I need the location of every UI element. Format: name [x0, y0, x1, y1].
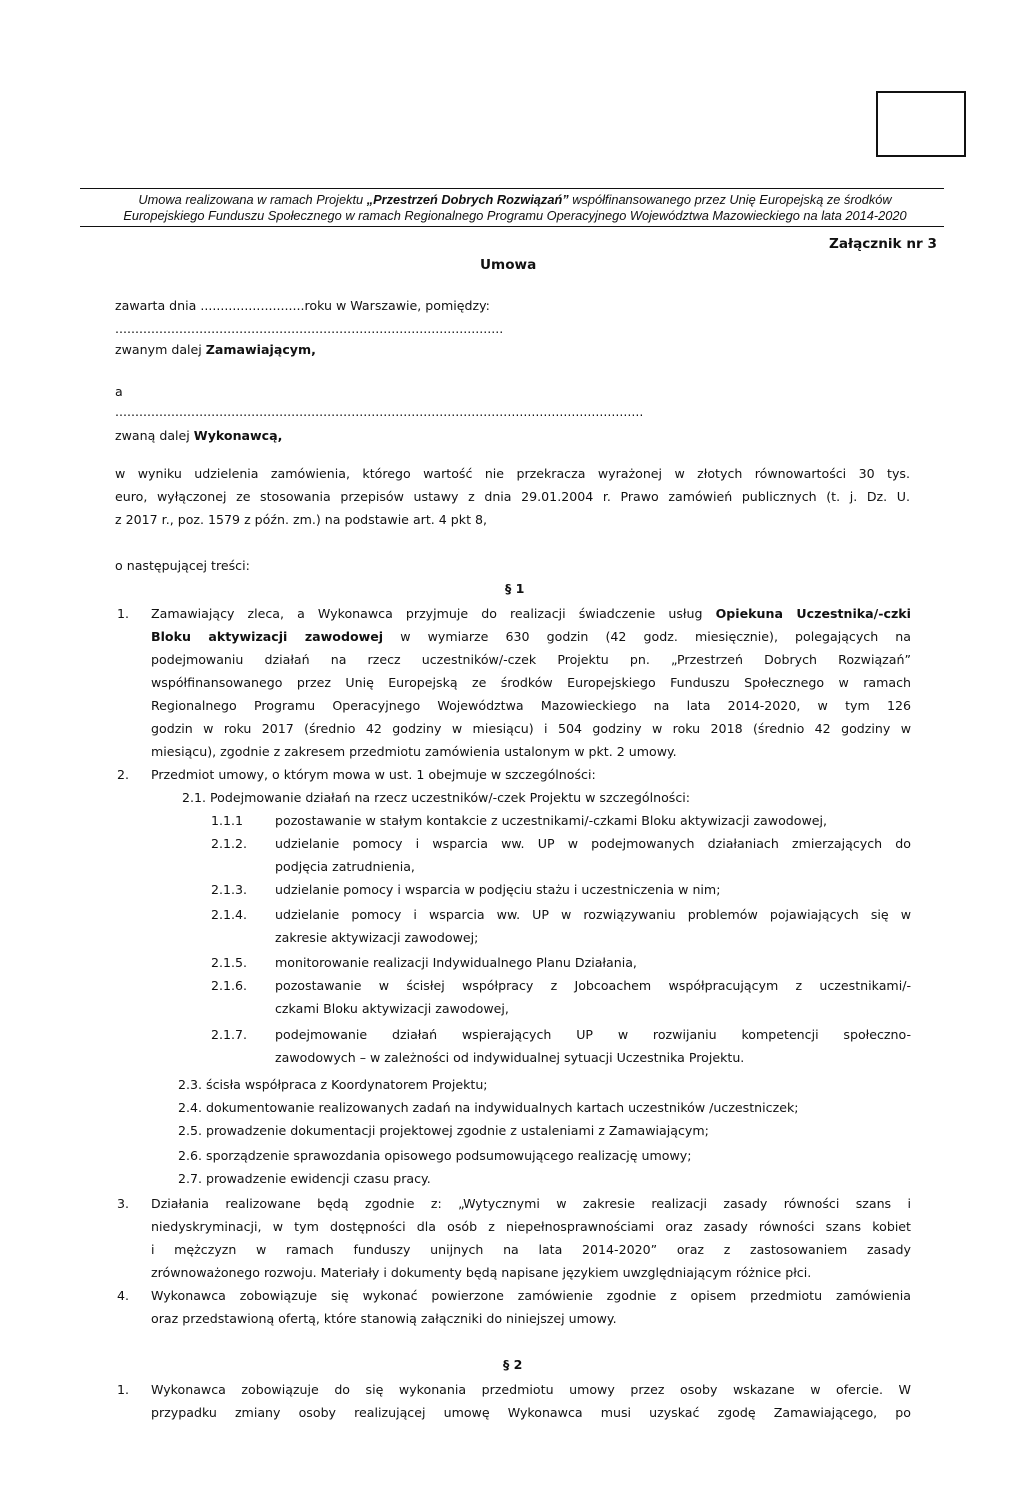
sub-item-num: 2.1.4.	[211, 907, 248, 922]
s1-p3-line-3: i mężczyzn w ramach funduszy unijnych na lata 2014-2020” oraz z zastosowaniem zasady	[151, 1242, 911, 1257]
concluded-line: zawarta dnia ..........................roku w Warszawie, pomiędzy:	[115, 298, 490, 313]
sub-item-num: 2.1.6.	[211, 978, 248, 993]
s2-p1-num: 1.	[117, 1382, 130, 1397]
party2-dots: ....................................................................................................................................	[115, 404, 644, 419]
attachment-label: Załącznik nr 3	[829, 236, 937, 252]
header-line-1: Umowa realizowana w ramach Projektu „Przestrzeń Dobrych Rozwiązań” współfinansowanego przez Unię Europejską ze środków	[138, 192, 892, 207]
sub-item-text: udzielanie pomocy i wsparcia w podjęciu stażu i uczestniczenia w nim;	[275, 882, 721, 897]
party1-dots: .................................................................................................	[115, 321, 504, 336]
s1-item-2-6: 2.6. sporządzenie sprawozdania opisowego podsumowującego realizację umowy;	[178, 1148, 692, 1163]
sub-item-text: zakresie aktywizacji zawodowej;	[275, 930, 479, 945]
sub-item-text: udzielanie pomocy i wsparcia ww. UP w podejmowanych działaniach zmierzających do	[275, 836, 911, 851]
party2-line: zwaną dalej Wykonawcą,	[115, 428, 283, 443]
document-title: Umowa	[480, 257, 537, 273]
basis-line-2: euro, wyłączonej ze stosowania przepisów ustawy z dnia 29.01.2004 r. Prawo zamówień publicznych (t. j. Dz. U.	[115, 489, 910, 504]
basis-line-1: w wyniku udzielenia zamówienia, którego wartość nie przekracza wyrażonej w złotych równowartości 30 tys.	[115, 466, 910, 481]
section-1-mark: § 1	[505, 581, 525, 596]
following-text: o następującej treści:	[115, 558, 250, 573]
sub-item-text: pozostawanie w stałym kontakcie z uczestnikami/-czkami Bloku aktywizacji zawodowej,	[275, 813, 828, 828]
s1-item-2-5: 2.5. prowadzenie dokumentacji projektowej zgodnie z ustaleniami z Zamawiającym;	[178, 1123, 709, 1138]
header-bottom-rule	[80, 226, 944, 227]
header-top-rule	[80, 188, 944, 189]
s1-p1-line-2: Bloku aktywizacji zawodowej w wymiarze 630 godzin (42 godz. miesięcznie), polegających na	[151, 629, 911, 644]
s1-p1-num: 1.	[117, 606, 130, 621]
s1-p3-line-4: zrównoważonego rozwoju. Materiały i dokumenty będą napisane językiem uwzględniającym różnice płci.	[151, 1265, 812, 1280]
and-word: a	[115, 384, 123, 399]
stamp-box	[876, 91, 966, 157]
s1-p3-line-1: Działania realizowane będą zgodnie z: „Wytycznymi w zakresie realizacji zasady równości szans i	[151, 1196, 911, 1211]
s1-p1-line-4: współfinansowanego przez Unię Europejską ze środków Europejskiego Funduszu Społecznego w ramach	[151, 675, 911, 690]
s1-p4-num: 4.	[117, 1288, 130, 1303]
sub-item-text: pozostawanie w ścisłej współpracy z Jobcoachem współpracującym z uczestnikami/-	[275, 978, 911, 993]
sub-item-num: 2.1.7.	[211, 1027, 248, 1042]
sub-item-text: podejmowanie działań wspierających UP w rozwijaniu kompetencji społeczno-	[275, 1027, 911, 1042]
s1-p3-num: 3.	[117, 1196, 130, 1211]
s1-p2-text: Przedmiot umowy, o którym mowa w ust. 1 obejmuje w szczególności:	[151, 767, 596, 782]
s1-p1-line-1: Zamawiający zleca, a Wykonawca przyjmuje do realizacji świadczenie usług Opiekuna Uczestnika/-czki	[151, 606, 911, 621]
party1-line: zwanym dalej Zamawiającym,	[115, 342, 316, 357]
s1-item-2-3: 2.3. ścisła współpraca z Koordynatorem Projektu;	[178, 1077, 488, 1092]
s1-p1-line-5: Regionalnego Programu Operacyjnego Województwa Mazowieckiego na lata 2014-2020, w tym 126	[151, 698, 911, 713]
sub-item-text: monitorowanie realizacji Indywidualnego Planu Działania,	[275, 955, 637, 970]
s1-item-2-1: 2.1. Podejmowanie działań na rzecz uczestników/-czek Projektu w szczególności:	[182, 790, 690, 805]
sub-item-text: zawodowych – w zależności od indywidualnej sytuacji Uczestnika Projektu.	[275, 1050, 745, 1065]
header-line-2: Europejskiego Funduszu Społecznego w ramach Regionalnego Programu Operacyjnego Województwa Mazowieckiego na lata 2014-2020	[123, 208, 907, 223]
sub-item-num: 2.1.5.	[211, 955, 248, 970]
s1-p1-line-3: podejmowaniu działań na rzecz uczestników/-czek Projektu pn. „Przestrzeń Dobrych Rozwiązań”	[151, 652, 911, 667]
section-2-mark: § 2	[503, 1357, 523, 1372]
s1-p2-num: 2.	[117, 767, 130, 782]
sub-item-num: 2.1.2.	[211, 836, 248, 851]
sub-item-text: czkami Bloku aktywizacji zawodowej,	[275, 1001, 509, 1016]
s1-p4-line-2: oraz przedstawioną ofertą, które stanowią załączniki do niniejszej umowy.	[151, 1311, 617, 1326]
s1-p4-line-1: Wykonawca zobowiązuje się wykonać powierzone zamówienie zgodnie z opisem przedmiotu zamówienia	[151, 1288, 911, 1303]
sub-item-text: podjęcia zatrudnienia,	[275, 859, 415, 874]
basis-line-3: z 2017 r., poz. 1579 z późn. zm.) na podstawie art. 4 pkt 8,	[115, 512, 488, 527]
s2-p1-line-2: przypadku zmiany osoby realizującej umowę Wykonawca musi uzyskać zgodę Zamawiającego, po	[151, 1405, 911, 1420]
sub-item-text: udzielanie pomocy i wsparcia ww. UP w rozwiązywaniu problemów pojawiających się w	[275, 907, 911, 922]
s1-p1-line-6: godzin w roku 2017 (średnio 42 godziny w miesiącu) i 504 godziny w roku 2018 (średnio 42 godziny w	[151, 721, 911, 736]
sub-item-num: 2.1.3.	[211, 882, 248, 897]
s1-item-2-7: 2.7. prowadzenie ewidencji czasu pracy.	[178, 1171, 431, 1186]
s1-p3-line-2: niedyskryminacji, w tym dostępności dla osób z niepełnosprawnościami oraz zasady równości szans kobiet	[151, 1219, 911, 1234]
s1-item-2-4: 2.4. dokumentowanie realizowanych zadań na indywidualnych kartach uczestników /uczestniczek;	[178, 1100, 799, 1115]
s2-p1-line-1: Wykonawca zobowiązuje do się wykonania przedmiotu umowy przez osoby wskazane w ofercie. W	[151, 1382, 911, 1397]
s1-p1-line-7: miesiącu), zgodnie z zakresem przedmiotu zamówienia ustalonym w pkt. 2 umowy.	[151, 744, 677, 759]
sub-item-num: 1.1.1	[211, 813, 244, 828]
